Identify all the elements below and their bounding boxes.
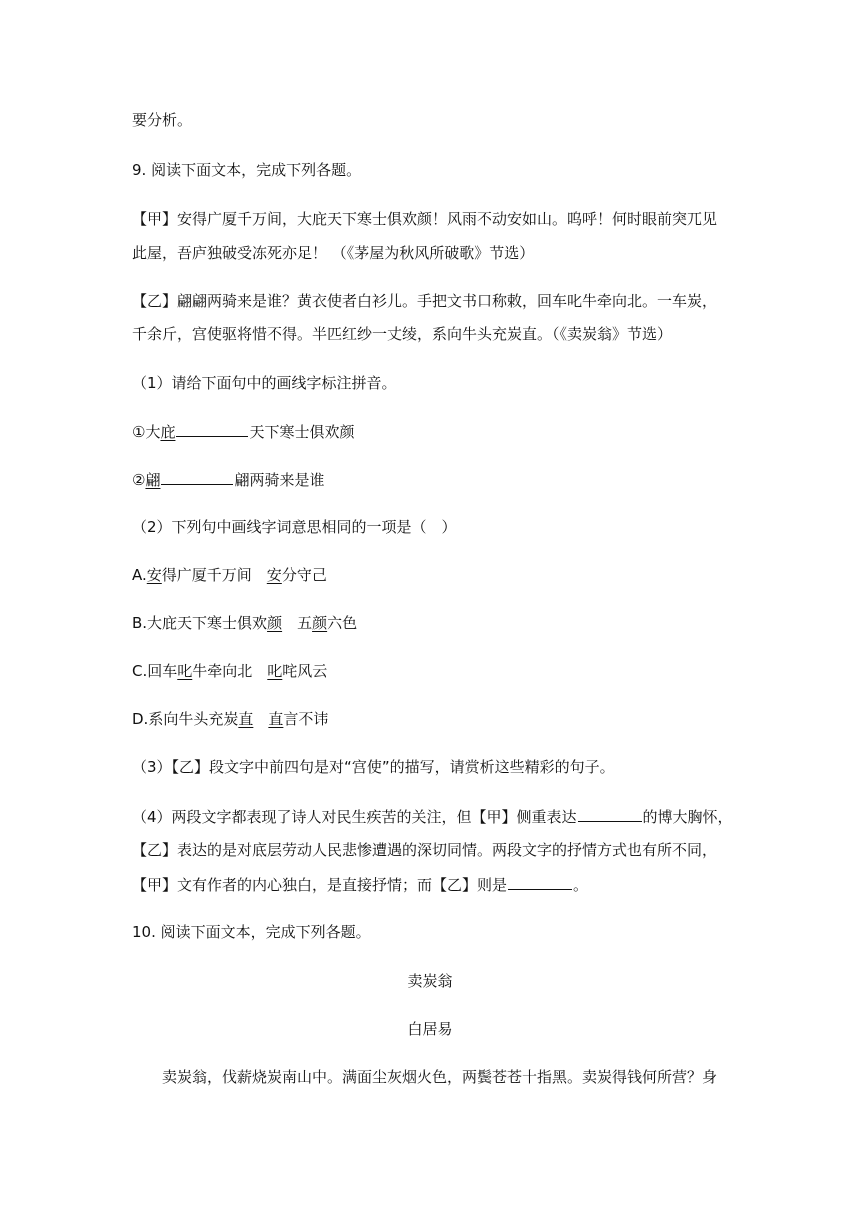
option-c[interactable] [132, 661, 327, 681]
subquestion-2: （2）下列句中画线字词意思相同的一项是（ ） [132, 518, 457, 536]
underlined-char: 安 [146, 566, 162, 584]
pinyin-item-2 [132, 469, 324, 490]
passage-jia-line-2: 此屋，吾庐独破受冻死亦足！ （《茅屋为秋风所破歌》节选） [132, 244, 535, 262]
answer-blank[interactable] [578, 806, 642, 822]
answer-blank[interactable] [176, 421, 248, 437]
underlined-char: 颜 [312, 614, 328, 632]
text-line: 要分析。 [132, 111, 193, 129]
option-text: 咤风云 [282, 662, 328, 680]
subquestion-3: （3）【乙】段文字中前四句是对“宫使”的描写，请赏析这些精彩的句子。 [132, 758, 615, 776]
underlined-char: 庇 [160, 423, 176, 441]
item-label: ② [132, 471, 146, 489]
option-a[interactable] [132, 565, 327, 585]
option-b[interactable] [132, 613, 357, 633]
option-text: 言不讳 [283, 710, 329, 728]
pinyin-item-1 [132, 421, 354, 442]
underlined-char: 颜 [267, 614, 283, 632]
option-text: B.大庇天下寒士俱欢 [132, 614, 268, 632]
question-text: 【甲】文有作者的内心独白，是直接抒情；而【乙】则是 [132, 876, 508, 894]
question-10-heading: 10. 阅读下面文本，完成下列各题。 [132, 923, 371, 941]
underlined-char: 翩 [145, 471, 161, 489]
option-text: 牛牵向北 [192, 662, 268, 680]
option-text: 五 [282, 614, 313, 632]
answer-blank[interactable] [161, 469, 233, 485]
option-text: 分守己 [281, 566, 327, 584]
subquestion-4-line-2: 【乙】表达的是对底层劳动人民悲惨遭遇的深切同情。两段文字的抒情方式也有所不同， [132, 841, 718, 859]
poem-author: 白居易 [407, 1020, 453, 1038]
underlined-char: 直 [268, 710, 284, 728]
option-d[interactable] [132, 709, 328, 729]
underlined-char: 安 [266, 566, 282, 584]
passage-jia-line-1: 【甲】安得广厦千万间，大庇天下寒士俱欢颜！风雨不动安如山。呜呼！何时眼前突兀见 [132, 210, 718, 228]
question-text: 的博大胸怀， [642, 808, 733, 826]
question-text: 。 [573, 876, 589, 894]
underlined-char: 直 [238, 710, 254, 728]
underlined-char: 叱 [177, 662, 193, 680]
underlined-char: 叱 [267, 662, 283, 680]
subquestion-4-line-3 [132, 874, 588, 895]
passage-yi-line-2: 千余斤，宫使驱将惜不得。半匹红纱一丈绫，系向牛头充炭直。（《卖炭翁》节选） [132, 325, 673, 343]
subquestion-4-line-1 [132, 806, 733, 827]
question-9-heading: 9. 阅读下面文本，完成下列各题。 [132, 161, 362, 179]
item-label: ①大 [132, 423, 161, 441]
option-text: C.回车 [132, 662, 178, 680]
option-text [253, 710, 268, 728]
passage-yi-line-1: 【乙】翩翩两骑来是谁？黄衣使者白衫儿。手把文书口称敕，回车叱牛牵向北。一车炭， [132, 292, 718, 310]
option-text: 得广厦千万间 [161, 566, 267, 584]
option-text: D.系向牛头充炭 [132, 710, 239, 728]
subquestion-1: （1）请给下面句中的画线字标注拼音。 [132, 374, 397, 392]
item-text: 天下寒士俱欢颜 [249, 423, 355, 441]
option-text: 六色 [327, 614, 358, 632]
question-text: （4）两段文字都表现了诗人对民生疾苦的关注，但【甲】侧重表达 [132, 808, 577, 826]
option-text: A. [132, 566, 147, 584]
answer-blank[interactable] [508, 874, 572, 890]
item-text: 翩两骑来是谁 [234, 471, 325, 489]
poem-text-line-1: 卖炭翁，伐薪烧炭南山中。满面尘灰烟火色，两鬓苍苍十指黑。卖炭得钱何所营？身 [162, 1068, 718, 1086]
poem-title: 卖炭翁 [407, 972, 453, 990]
